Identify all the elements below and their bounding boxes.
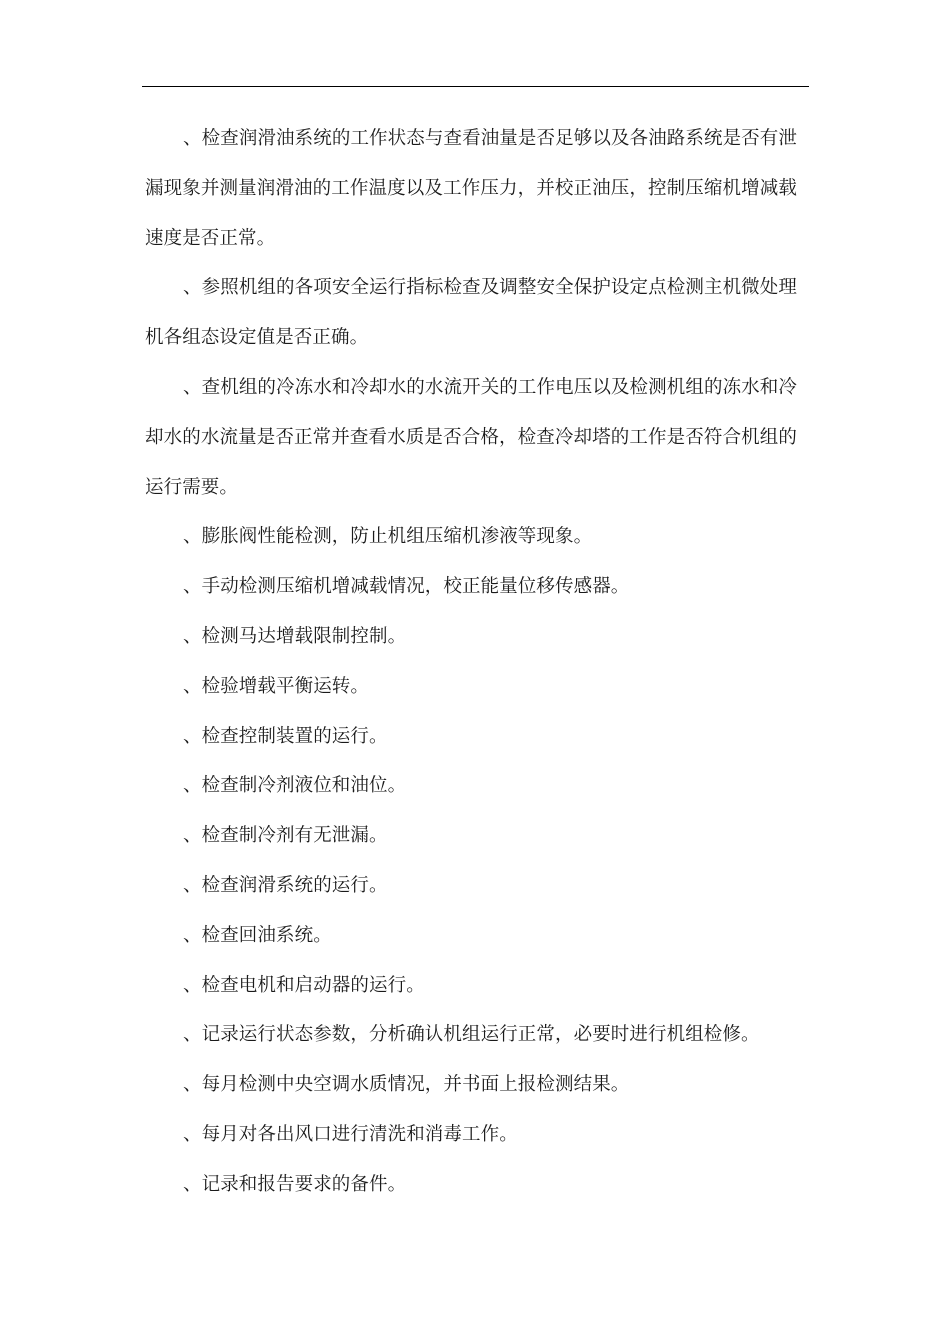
paragraph-13: 、检查电机和启动器的运行。: [183, 974, 425, 996]
paragraph-4: 、膨胀阀性能检测，防止机组压缩机渗液等现象。: [183, 526, 593, 548]
paragraph-10: 、检查制冷剂有无泄漏。: [183, 825, 388, 847]
paragraph-1: 、检查润滑油系统的工作状态与查看油量是否足够以及各油路系统是否有泄漏现象并测量润滑油的工作温度以及工作压力，并校正油压，控制压缩机增减载速度是否正常。: [145, 128, 797, 249]
paragraph-9: 、检查制冷剂液位和油位。: [183, 775, 407, 797]
paragraph-16: 、每月对各出风口进行清洗和消毒工作。: [183, 1123, 518, 1145]
paragraph-5: 、手动检测压缩机增减载情况，校正能量位移传感器。: [183, 576, 630, 598]
header-rule: [142, 86, 809, 87]
paragraph-17: 、记录和报告要求的备件。: [183, 1173, 407, 1195]
paragraph-12: 、检查回油系统。: [183, 924, 332, 946]
paragraph-15: 、每月检测中央空调水质情况，并书面上报检测结果。: [183, 1074, 630, 1096]
paragraph-3: 、查机组的冷冻水和冷却水的水流开关的工作电压以及检测机组的冻水和冷却水的水流量是否正常并查看水质是否合格，检查冷却塔的工作是否符合机组的运行需要。: [145, 376, 797, 498]
paragraph-14: 、记录运行状态参数，分析确认机组运行正常，必要时进行机组检修。: [183, 1024, 760, 1046]
paragraph-11: 、检查润滑系统的运行。: [183, 874, 388, 896]
paragraph-6: 、检测马达增载限制控制。: [183, 625, 407, 647]
paragraph-8: 、检查控制装置的运行。: [183, 725, 388, 747]
paragraph-7: 、检验增载平衡运转。: [183, 675, 370, 697]
paragraph-2: 、参照机组的各项安全运行指标检查及调整安全保护设定点检测主机微处理机各组态设定值是否正确。: [145, 277, 797, 349]
document-body: [145, 114, 797, 1210]
